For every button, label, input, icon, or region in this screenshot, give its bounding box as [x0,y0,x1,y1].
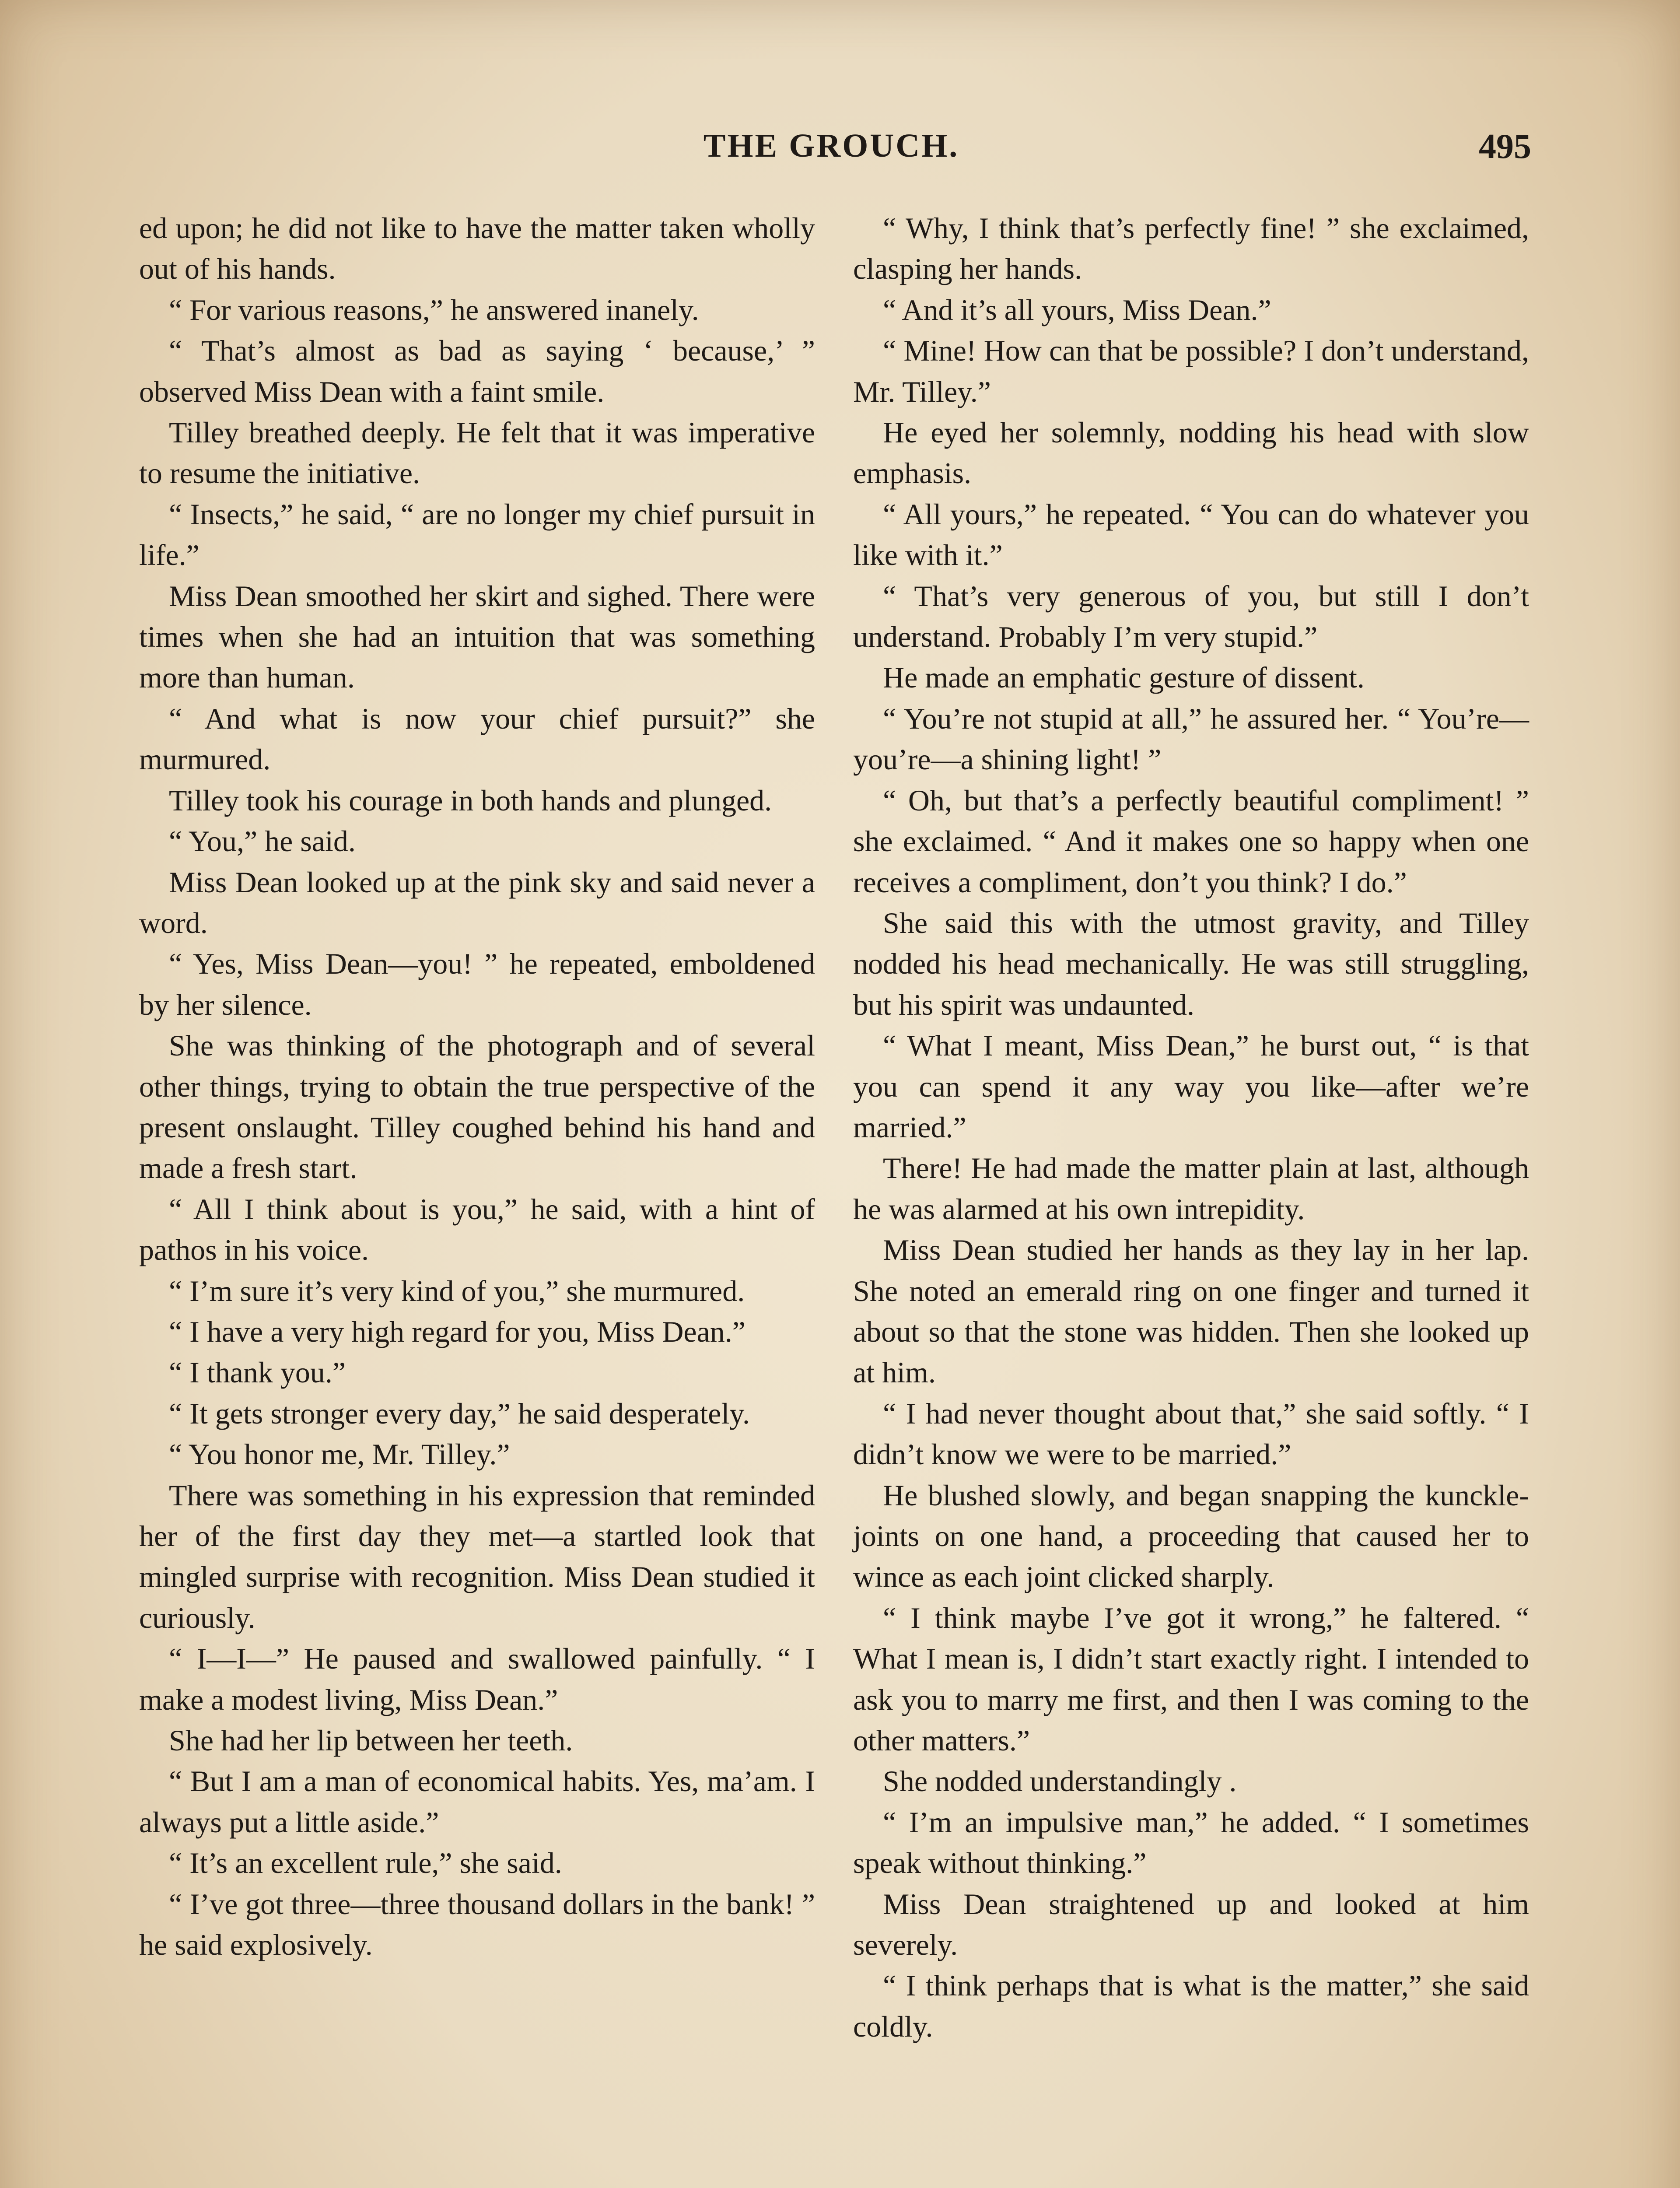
paragraph: “ It’s an excellent rule,” she said. [169,1846,562,1880]
paragraph: “ All yours,” he repeated. “ You can do whatever you like with it.” [853,497,1529,572]
paragraph: “ I thank you.” [169,1356,346,1389]
paragraph: She was thinking of the photograph and of several other things, trying to obtain the true perspective of the present onslaught. Tilley coughed behind his hand and made a fresh start. [139,1029,815,1185]
paragraph: “ And it’s all yours, Miss Dean.” [883,293,1271,326]
paragraph: “ I’ve got three—three thousand dollars in the bank! ” he said explosively. [139,1887,815,1962]
paragraph: ed upon; he did not like to have the matter taken wholly out of his hands. [139,211,815,286]
paragraph: “ Why, I think that’s perfectly fine! ” she exclaimed, clasping her hands. [853,211,1529,286]
paragraph: “ You’re not stupid at all,” he assured her. “ You’re—you’re—a shining light! ” [853,701,1529,776]
paragraph: “ Insects,” he said, “ are no longer my chief pursuit in life.” [139,497,815,572]
paragraph: “ All I think about is you,” he said, with a hint of pathos in his voice. [139,1192,815,1267]
paragraph: Miss Dean studied her hands as they lay in her lap. She noted an emerald ring on one finger and turned it about so that the stone was hidden. Then she looked up at him. [853,1233,1529,1389]
paragraph: Miss Dean looked up at the pink sky and said never a word. [139,865,815,940]
paragraph: She had her lip between her teeth. [169,1724,573,1757]
paragraph: “ For various reasons,” he answered inanely. [169,293,699,326]
paragraph: “ That’s almost as bad as saying ‘ because,’ ” observed Miss Dean with a faint smile. [139,334,815,408]
paragraph: He made an emphatic gesture of dissent. [883,661,1365,694]
paragraph: “ I—I—” He paused and swallowed painfully. “ I make a modest living, Miss Dean.” [139,1642,815,1716]
paragraph: “ I think maybe I’ve got it wrong,” he faltered. “ What I mean is, I didn’t start exactly right. I intended to ask you to marry me first, and then I was coming to the other matters.” [853,1601,1529,1757]
paragraph: “ Mine! How can that be possible? I don’t understand, Mr. Tilley.” [853,334,1529,408]
right-column [853,208,1529,2047]
page-header [131,127,1531,175]
paragraph: “ What I meant, Miss Dean,” he burst out, “ is that you can spend it any way you like—after we’re married.” [853,1029,1529,1144]
paragraph: “ I’m an impulsive man,” he added. “ I sometimes speak without thinking.” [853,1805,1529,1880]
paragraph: Miss Dean smoothed her skirt and sighed. There were times when she had an intuition that was something more than human. [139,579,815,694]
paragraph: He blushed slowly, and began snapping the kunckle-joints on one hand, a proceeding that caused her to wince as each joint clicked sharply. [853,1478,1529,1594]
paragraph: “ I have a very high regard for you, Miss Dean.” [169,1315,746,1348]
paragraph: “ But I am a man of economical habits. Yes, ma’am. I always put a little aside.” [139,1764,815,1839]
paragraph: There was something in his expression that reminded her of the first day they met—a startled look that mingled surprise with recognition. Miss Dean studied it curiously. [139,1478,815,1634]
paragraph: She nodded understandingly . [883,1764,1237,1798]
paragraph: Tilley breathed deeply. He felt that it was imperative to resume the initiative. [139,416,815,490]
running-title: THE GROUCH. [703,127,959,164]
page-number: 495 [1479,127,1531,166]
paragraph: “ You honor me, Mr. Tilley.” [169,1438,510,1471]
paragraph: Tilley took his courage in both hands and plunged. [169,783,772,817]
paragraph: “ It gets stronger every day,” he said desperately. [169,1396,750,1430]
paragraph: “ I think perhaps that is what is the matter,” she said coldly. [853,1969,1529,2043]
paragraph: There! He had made the matter plain at last, although he was alarmed at his own intrepidity. [853,1151,1529,1226]
paragraph: Miss Dean straightened up and looked at him severely. [853,1887,1529,1962]
paragraph: “ I had never thought about that,” she said softly. “ I didn’t know we were to be married.” [853,1396,1529,1471]
paragraph: “ Oh, but that’s a perfectly beautiful compliment! ” she exclaimed. “ And it makes one so happy when one receives a compliment, don’t you think? I do.” [853,783,1529,899]
paragraph: He eyed her solemnly, nodding his head with slow emphasis. [853,416,1529,490]
paragraph: “ You,” he said. [169,824,356,858]
left-column [139,208,815,1965]
paragraph: “ That’s very generous of you, but still I don’t understand. Probably I’m very stupid.” [853,579,1529,654]
paragraph: “ Yes, Miss Dean—you! ” he repeated, emboldened by her silence. [139,947,815,1021]
paragraph: “ I’m sure it’s very kind of you,” she murmured. [169,1274,745,1308]
paragraph: “ And what is now your chief pursuit?” she murmured. [139,701,815,776]
paragraph: She said this with the utmost gravity, and Tilley nodded his head mechanically. He was still struggling, but his spirit was undaunted. [853,906,1529,1021]
